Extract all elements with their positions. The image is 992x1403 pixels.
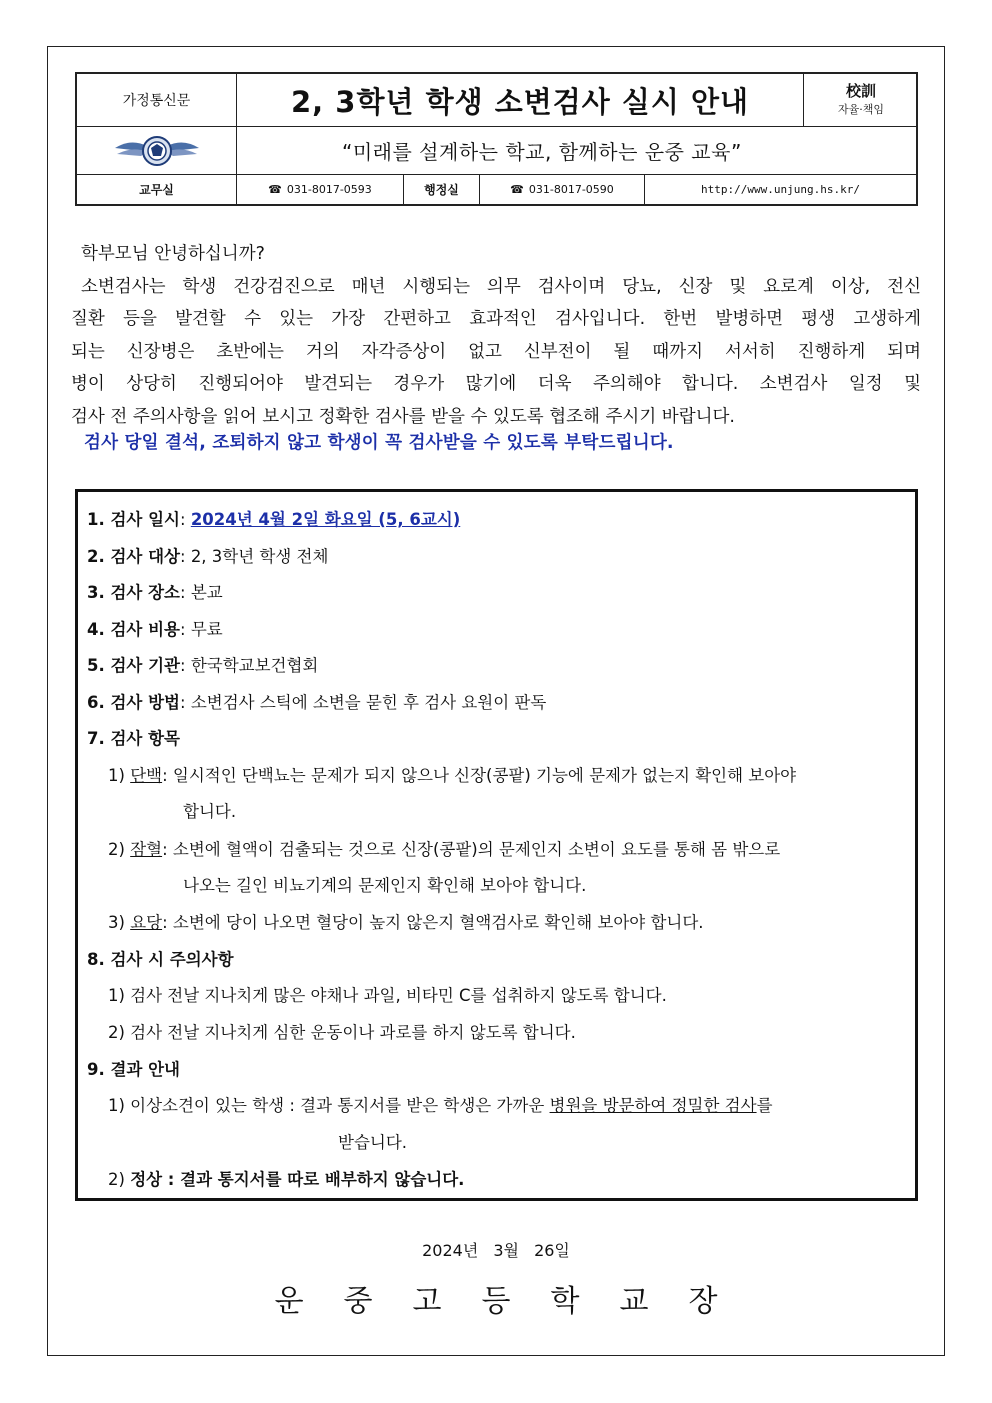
result-label-text: 9. 결과 안내 bbox=[87, 1060, 180, 1079]
item-number: 2) bbox=[108, 840, 125, 859]
exam-date-value: 2024년 4월 2일 화요일 (5, 6교시) bbox=[190, 510, 461, 529]
intro-line: 되는 신장병은 초반에는 거의 자각증상이 없고 신부전이 될 때까지 서서히 진행하게 되며 bbox=[71, 341, 921, 362]
exam-target-value: 2, 3학년 학생 전체 bbox=[190, 547, 329, 566]
exam-method-value: 소변검사 스틱에 소변을 묻힌 후 검사 요원이 판독 bbox=[190, 693, 547, 712]
exam-item-protein-cont: 합니다. bbox=[183, 802, 237, 821]
phone-admin-number: 031-8017-0590 bbox=[528, 183, 614, 196]
item-text: 소변에 혈액이 검출되는 것으로 신장(콩팥)의 문제인지 소변이 요도를 통해 몸 밖으로 bbox=[172, 840, 781, 859]
greeting: 학부모님 안녕하십니까? bbox=[81, 244, 265, 264]
caution-item: 1) 검사 전날 지나치게 많은 야채나 과일, 비타민 C를 섭취하지 않도록 합니다. bbox=[108, 986, 667, 1005]
phone-admin bbox=[480, 175, 645, 204]
school-emblem-icon bbox=[77, 127, 237, 174]
page-title: 2, 3학년 학생 소변검사 실시 안내 bbox=[237, 74, 804, 126]
exam-place-label: 3. 검사 장소 bbox=[87, 583, 180, 602]
item-text: 소변에 당이 나오면 혈당이 높지 않은지 혈액검사로 확인해 보아야 합니다. bbox=[172, 913, 704, 932]
principal-signature: 운중고등학교장 bbox=[274, 1284, 758, 1319]
attendance-notice: 검사 당일 결석, 조퇴하지 않고 학생이 꼭 검사받을 수 있도록 부탁드립니다. bbox=[84, 433, 674, 453]
issue-date: 2024년 3월 26일 bbox=[422, 1241, 570, 1260]
exam-item-blood: 2) 잠혈: 소변에 혈액이 검출되는 것으로 신장(콩팥)의 문제인지 소변이 요도를 통해 몸 밖으로 bbox=[108, 840, 781, 859]
item-term: 요당 bbox=[130, 913, 163, 932]
item-number: 1) bbox=[108, 766, 125, 785]
exam-agency: 5. 검사 기관: 한국학교보건협회 bbox=[87, 656, 319, 675]
item-term: 잠혈 bbox=[130, 840, 163, 859]
exam-target-label: 2. 검사 대상 bbox=[87, 547, 180, 566]
exam-place: 3. 검사 장소: 본교 bbox=[87, 583, 223, 602]
exam-agency-label: 5. 검사 기관 bbox=[87, 656, 180, 675]
motto-title: 校訓 bbox=[845, 82, 876, 100]
exam-method-label: 6. 검사 방법 bbox=[87, 693, 180, 712]
exam-target: 2. 검사 대상: 2, 3학년 학생 전체 bbox=[87, 547, 329, 566]
exam-cost: 4. 검사 비용: 무료 bbox=[87, 620, 223, 639]
exam-items-label bbox=[87, 725, 180, 749]
result-abnormal-suffix: 를 bbox=[756, 1096, 773, 1115]
caution-label-text: 8. 검사 시 주의사항 bbox=[87, 950, 234, 969]
result-abnormal-emphasis: 병원을 방문하여 정밀한 검사 bbox=[549, 1096, 757, 1115]
letterhead-title-row bbox=[77, 74, 916, 127]
document-type: 가정통신문 bbox=[77, 74, 237, 126]
exam-items-label-text: 7. 검사 항목 bbox=[87, 729, 180, 748]
exam-date-label: 1. 검사 일시 bbox=[87, 510, 180, 529]
letterhead-contact-row bbox=[77, 175, 916, 204]
item-term: 단백 bbox=[130, 766, 163, 785]
exam-cost-label: 4. 검사 비용 bbox=[87, 620, 180, 639]
exam-cost-value: 무료 bbox=[190, 620, 223, 639]
dept-academic: 교무실 bbox=[77, 175, 237, 204]
letterhead-slogan-row bbox=[77, 127, 916, 175]
caution-label bbox=[87, 946, 234, 970]
caution-item: 2) 검사 전날 지나치게 심한 운동이나 과로를 하지 않도록 합니다. bbox=[108, 1023, 576, 1042]
result-normal-text: 정상 : 결과 통지서를 따로 배부하지 않습니다. bbox=[130, 1170, 465, 1189]
result-normal bbox=[108, 1166, 464, 1190]
exam-details-box bbox=[75, 489, 918, 1201]
letterhead-table bbox=[75, 72, 918, 206]
school-motto bbox=[804, 74, 918, 126]
exam-method: 6. 검사 방법: 소변검사 스틱에 소변을 묻힌 후 검사 요원이 판독 bbox=[87, 693, 547, 712]
item-text: 일시적인 단백뇨는 문제가 되지 않으나 신장(콩팥) 기능에 문제가 없는지 확인해 보아야 bbox=[172, 766, 797, 785]
intro-line: 검사 전 주의사항을 읽어 보시고 정확한 검사를 받을 수 있도록 협조해 주시기 바랍니다. bbox=[71, 406, 735, 427]
result-normal-number: 2) bbox=[108, 1170, 125, 1189]
school-slogan: “미래를 설계하는 학교, 함께하는 운중 교육” bbox=[342, 140, 742, 164]
dept-admin: 행정실 bbox=[404, 175, 480, 204]
result-abnormal-text: 1) 이상소견이 있는 학생 : 결과 통지서를 받은 학생은 가까운 bbox=[108, 1096, 545, 1115]
intro-line: 소변검사는 학생 건강검진으로 매년 시행되는 의무 검사이며 당뇨, 신장 및 요로계 이상, 전신 bbox=[81, 276, 921, 297]
exam-item-protein: 1) 단백: 일시적인 단백뇨는 문제가 되지 않으나 신장(콩팥) 기능에 문제가 없는지 확인해 보아야 bbox=[108, 766, 797, 785]
phone-icon: ☎ bbox=[268, 183, 282, 196]
exam-agency-value: 한국학교보건협회 bbox=[190, 656, 319, 675]
phone-academic bbox=[237, 175, 404, 204]
intro-paragraph bbox=[71, 238, 921, 433]
exam-place-value: 본교 bbox=[190, 583, 223, 602]
exam-item-glucose: 3) 요당: 소변에 당이 나오면 혈당이 높지 않은지 혈액검사로 확인해 보아야 합니다. bbox=[108, 913, 704, 932]
item-number: 3) bbox=[108, 913, 125, 932]
school-website-link[interactable]: http://www.unjung.hs.kr/ bbox=[701, 183, 860, 196]
result-abnormal bbox=[108, 1092, 773, 1116]
phone-icon: ☎ bbox=[510, 183, 524, 196]
motto-text: 자율·책임 bbox=[837, 103, 884, 116]
phone-academic-number: 031-8017-0593 bbox=[286, 183, 372, 196]
result-label bbox=[87, 1056, 180, 1080]
intro-line: 병이 상당히 진행되어야 발견되는 경우가 많기에 더욱 주의해야 합니다. 소변검사 일정 및 bbox=[71, 374, 921, 394]
exam-item-blood-cont: 나오는 길인 비뇨기계의 문제인지 확인해 보아야 합니다. bbox=[183, 876, 587, 895]
intro-line: 질환 등을 발견할 수 있는 가장 간편하고 효과적인 검사입니다. 한번 발병하면 평생 고생하게 bbox=[71, 309, 921, 329]
exam-date: 1. 검사 일시: 2024년 4월 2일 화요일 (5, 6교시) bbox=[87, 510, 461, 529]
result-abnormal-cont: 받습니다. bbox=[338, 1133, 408, 1152]
